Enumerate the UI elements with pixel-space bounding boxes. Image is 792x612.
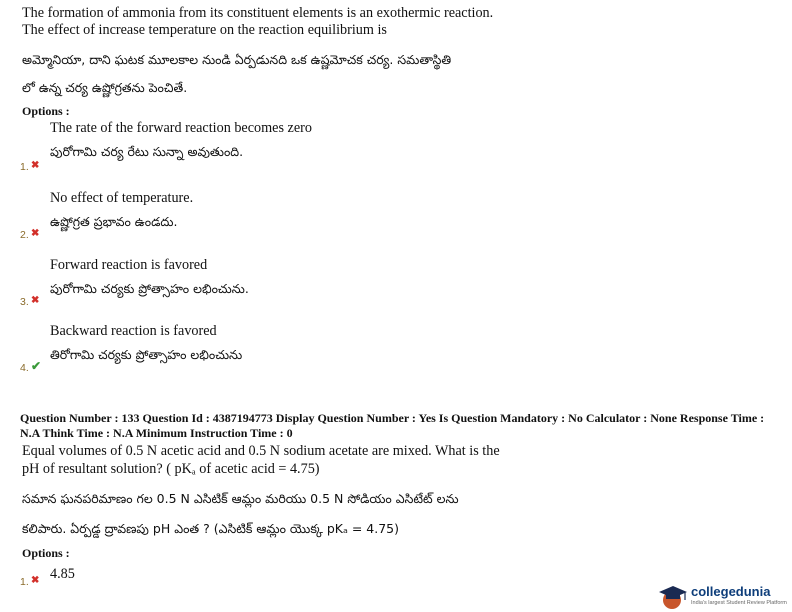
option-1-number: 1. <box>20 576 29 588</box>
option-2-english: No effect of temperature. <box>50 190 194 206</box>
wrong-icon: ✖ <box>31 160 40 171</box>
question-meta-line-2: N.A Think Time : N.A Minimum Instruction Time : 0 <box>20 426 293 440</box>
question-telugu-line-1: అమ్మోనియా, దాని ఘటక మూలకాల నుండి ఏర్పడునది ఒక ఉష్ణమోచక చర్య. సమతాస్థితి <box>22 52 452 67</box>
brand-tagline: India's largest Student Review Platform <box>691 600 787 606</box>
options-label: Options : <box>22 546 70 560</box>
wrong-icon: ✖ <box>31 228 40 239</box>
option-3-english: Forward reaction is favored <box>50 257 208 273</box>
question-telugu-line-2: కలిపారు. ఏర్పడ్డ ద్రావణపు pH ఎంత ? (ఎసిటిక్ ఆమ్లం యొక్క pKₐ = 4.75) <box>22 521 400 536</box>
wrong-icon: ✖ <box>31 575 40 586</box>
question-text-line-1: The formation of ammonia from its constituent elements is an exothermic reaction. <box>22 5 494 21</box>
question-meta-line-1: Question Number : 133 Question Id : 4387194773 Display Question Number : Yes Is Question Mandatory : No Calculator : None Response Time : <box>20 411 765 425</box>
brand-name: collegedunia <box>691 584 771 599</box>
option-2-number: 2. <box>20 229 29 241</box>
option-1-telugu: పురోగామి చర్య రేటు సున్నా అవుతుంది. <box>50 144 244 159</box>
option-1-value: 4.85 <box>50 566 75 582</box>
option-3-telugu: పురోగామి చర్యకు ప్రోత్సాహం లభించును. <box>50 281 249 296</box>
question-text-line-1: Equal volumes of 0.5 N acetic acid and 0.5 N sodium acetate are mixed. What is the <box>22 443 500 459</box>
option-1-english: The rate of the forward reaction becomes zero <box>50 120 312 136</box>
option-1-number: 1. <box>20 161 29 173</box>
question-telugu-line-1: సమాన ఘనపరిమాణం గల 0.5 N ఎసిటిక్ ఆమ్లం మరియు 0.5 N సోడియం ఎసిటేట్ లను <box>22 491 459 506</box>
option-2-telugu: ఉష్ణోగ్రత ప్రభావం ఉండదు. <box>50 214 178 229</box>
option-4-english: Backward reaction is favored <box>50 323 217 339</box>
wrong-icon: ✖ <box>31 295 40 306</box>
option-4-number: 4. <box>20 362 29 374</box>
graduation-cap-icon <box>657 583 689 611</box>
collegedunia-logo <box>655 581 792 612</box>
question-telugu-line-2: లో ఉన్న చర్య ఉష్ణోగ్రతను పెంచితే. <box>22 80 188 95</box>
option-4-telugu: తిరోగామి చర్యకు ప్రోత్సాహం లభించును <box>50 347 243 362</box>
options-label: Options : <box>22 104 70 118</box>
option-3-number: 3. <box>20 296 29 308</box>
question-text-line-2: The effect of increase temperature on the reaction equilibrium is <box>22 22 387 38</box>
correct-check-icon: ✔ <box>31 359 42 373</box>
question-text-line-2: pH of resultant solution? ( pKₐ of acetic acid = 4.75) <box>22 461 320 477</box>
